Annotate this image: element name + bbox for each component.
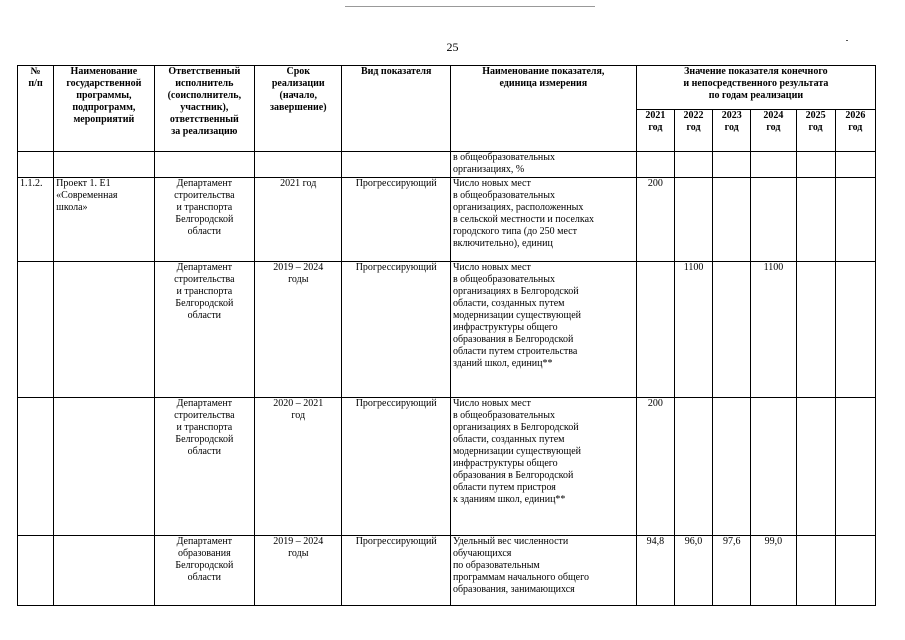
cell-num: [18, 152, 54, 178]
cell-value: [751, 178, 796, 262]
cell-term: [255, 152, 342, 178]
header-year: 2023 год: [713, 110, 751, 152]
cell-name: Проект 1. Е1 «Современная школа»: [54, 178, 154, 262]
indicators-table: [17, 65, 876, 606]
header-year: 2021 год: [636, 110, 674, 152]
cell-term: 2021 год: [255, 178, 342, 262]
header-indicator: Наименование показателя, единица измерения: [450, 66, 636, 152]
cell-kind: [342, 152, 450, 178]
header-kind: Вид показателя: [342, 66, 450, 152]
cell-value: [751, 398, 796, 536]
cell-num: [18, 262, 54, 398]
table-row: [18, 152, 876, 178]
cell-name: [54, 398, 154, 536]
cell-kind: Прогрессирующий: [342, 178, 450, 262]
cell-indicator: Удельный вес численности обучающихся по образовательным программам начального общего образования, занимающихся: [450, 536, 636, 606]
cell-value: [796, 536, 835, 606]
cell-num: 1.1.2.: [18, 178, 54, 262]
cell-value: 1100: [751, 262, 796, 398]
cell-value: [835, 398, 875, 536]
cell-value: 99,0: [751, 536, 796, 606]
cell-value: 200: [636, 178, 674, 262]
cell-value: [713, 262, 751, 398]
cell-num: [18, 536, 54, 606]
cell-executor: Департамент строительства и транспорта Белгородской области: [154, 262, 254, 398]
cell-value: [636, 152, 674, 178]
cell-executor: Департамент строительства и транспорта Белгородской области: [154, 178, 254, 262]
cell-indicator: Число новых мест в общеобразовательных организациях в Белгородской области, созданных путем модернизации существующей инфраструктуры общего образования в Белгородской области путем пристроя к зданиям школ, единиц**: [450, 398, 636, 536]
header-name: Наименование государственной программы, подпрограмм, мероприятий: [54, 66, 154, 152]
table-row: [18, 398, 876, 536]
cell-kind: Прогрессирующий: [342, 536, 450, 606]
header-year: 2025 год: [796, 110, 835, 152]
cell-term: 2019 – 2024 годы: [255, 262, 342, 398]
cell-value: [796, 152, 835, 178]
cell-value: [796, 398, 835, 536]
header-year: 2022 год: [674, 110, 712, 152]
cell-kind: Прогрессирующий: [342, 398, 450, 536]
cell-indicator: Число новых мест в общеобразовательных организациях в Белгородской области, созданных путем модернизации существующей инфраструктуры общего образования в Белгородской области путем строительства зданий школ, единиц**: [450, 262, 636, 398]
table-row: [18, 536, 876, 606]
header-values-group: Значение показателя конечного и непосредственного результата по годам реализации: [636, 66, 875, 110]
cell-value: 1100: [674, 262, 712, 398]
cell-value: [835, 152, 875, 178]
page-number: 25: [446, 40, 459, 54]
header-year: 2026 год: [835, 110, 875, 152]
cell-term: 2020 – 2021 год: [255, 398, 342, 536]
cell-value: [796, 262, 835, 398]
cell-value: [835, 536, 875, 606]
header-year: 2024 год: [751, 110, 796, 152]
cell-value: [751, 152, 796, 178]
header-num: № п/п: [18, 66, 54, 152]
header-term: Срок реализации (начало, завершение): [255, 66, 342, 152]
cell-value: 97,6: [713, 536, 751, 606]
scan-speck: [846, 40, 848, 41]
cell-value: [835, 262, 875, 398]
cell-value: [796, 178, 835, 262]
cell-value: [713, 152, 751, 178]
cell-value: [674, 398, 712, 536]
cell-value: [636, 262, 674, 398]
table-row: [18, 262, 876, 398]
top-scan-line: [345, 6, 595, 7]
cell-value: 94,8: [636, 536, 674, 606]
header-executor: Ответственный исполнитель (соисполнитель, участник), ответственный за реализацию: [154, 66, 254, 152]
cell-value: 96,0: [674, 536, 712, 606]
cell-value: 200: [636, 398, 674, 536]
cell-executor: Департамент строительства и транспорта Белгородской области: [154, 398, 254, 536]
cell-name: [54, 152, 154, 178]
cell-executor: [154, 152, 254, 178]
cell-value: [674, 178, 712, 262]
cell-indicator: в общеобразовательных организациях, %: [450, 152, 636, 178]
cell-value: [835, 178, 875, 262]
table-row: [18, 178, 876, 262]
cell-value: [713, 398, 751, 536]
cell-value: [713, 178, 751, 262]
cell-executor: Департамент образования Белгородской области: [154, 536, 254, 606]
cell-value: [674, 152, 712, 178]
cell-kind: Прогрессирующий: [342, 262, 450, 398]
cell-term: 2019 – 2024 годы: [255, 536, 342, 606]
cell-name: [54, 536, 154, 606]
cell-num: [18, 398, 54, 536]
cell-indicator: Число новых мест в общеобразовательных организациях, расположенных в сельской местности и поселках городского типа (до 250 мест включительно), единиц: [450, 178, 636, 262]
cell-name: [54, 262, 154, 398]
